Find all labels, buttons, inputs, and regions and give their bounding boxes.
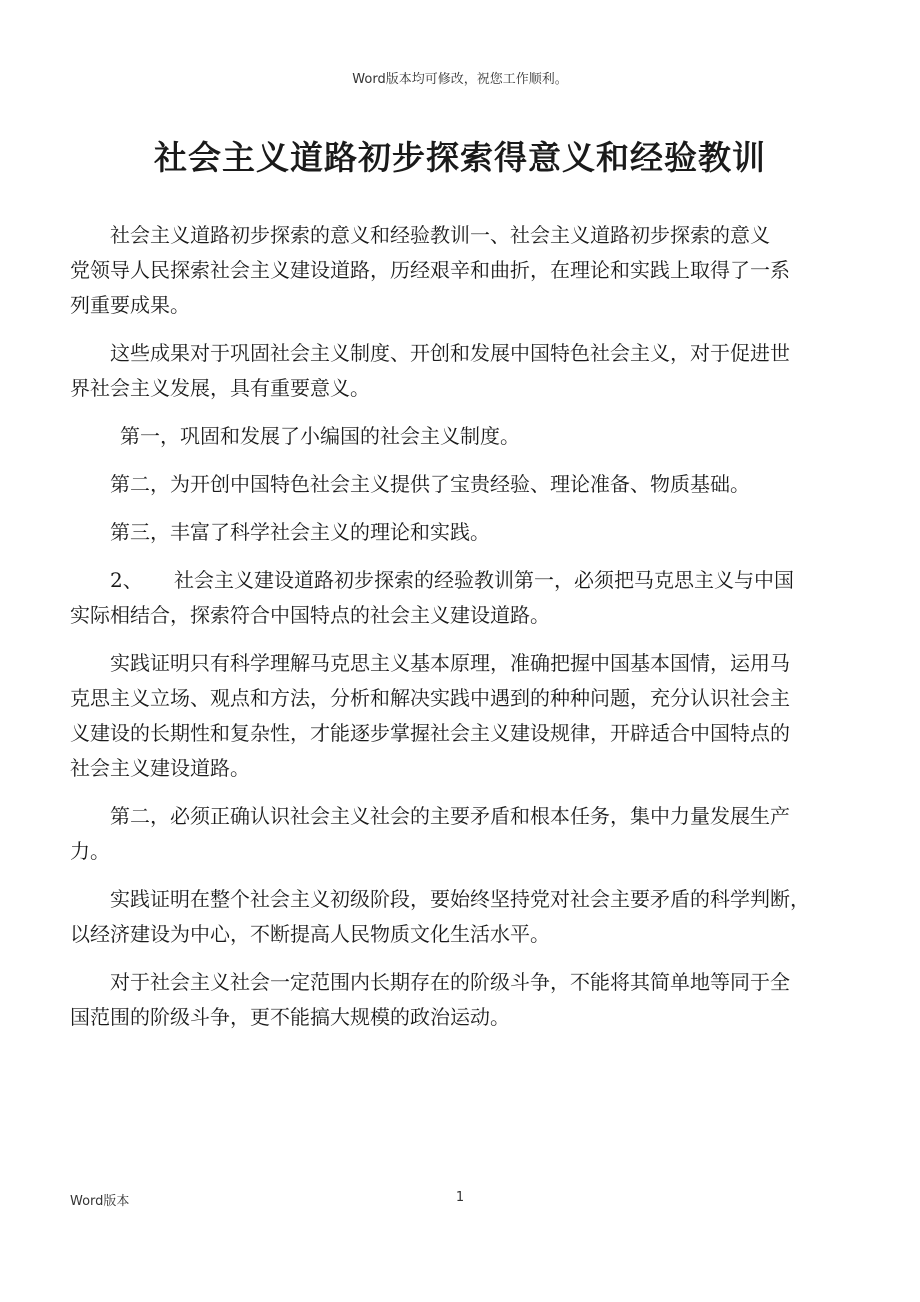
paragraph-line — [70, 563, 854, 598]
paragraph-line: 界社会主义发展，具有重要意义。 — [70, 376, 370, 400]
paragraph-6-numbered — [70, 563, 854, 633]
paragraph-9 — [70, 882, 854, 952]
paragraph-line: 实践证明在整个社会主义初级阶段，要始终坚持党对社会主要矛盾的科学判断， — [110, 887, 810, 911]
paragraph-line-text: 社会主义建设道路初步探索的经验教训第一，必须把马克思主义与中国 — [174, 568, 794, 592]
paragraph-2 — [70, 336, 854, 406]
paragraph-7 — [70, 646, 854, 786]
paragraph-line: 这些成果对于巩固社会主义制度、开创和发展中国特色社会主义，对于促进世 — [110, 341, 790, 365]
paragraph-5 — [70, 515, 854, 550]
paragraph-line: 国范围的阶级斗争，更不能搞大规模的政治运动。 — [70, 1005, 510, 1029]
page-number: 1 — [455, 1190, 465, 1205]
paragraph-line: 力。 — [70, 839, 110, 863]
paragraph-line: 实践证明只有科学理解马克思主义基本原理，准确把握中国基本国情，运用马 — [110, 651, 790, 675]
paragraph-line: 党领导人民探索社会主义建设道路，历经艰辛和曲折，在理论和实践上取得了一系 — [70, 258, 790, 282]
paragraph-line: 实际相结合，探索符合中国特点的社会主义建设道路。 — [70, 603, 550, 627]
document-title: 社会主义道路初步探索得意义和经验教训 — [154, 138, 766, 177]
paragraph-line: 对于社会主义社会一定范围内长期存在的阶级斗争，不能将其简单地等同于全 — [110, 970, 790, 994]
paragraph-line: 义建设的长期性和复杂性，才能逐步掌握社会主义建设规律，开辟适合中国特点的 — [70, 721, 790, 745]
paragraph-line: 社会主义道路初步探索的意义和经验教训一、社会主义道路初步探索的意义 — [110, 223, 770, 247]
paragraph-8 — [70, 799, 854, 869]
paragraph-3 — [70, 419, 854, 454]
footer-label: Word版本 — [70, 1194, 130, 1209]
paragraph-line: 第二，为开创中国特色社会主义提供了宝贵经验、理论准备、物质基础。 — [110, 472, 750, 496]
paragraph-line: 社会主义建设道路。 — [70, 756, 250, 780]
paragraph-1 — [70, 218, 854, 323]
paragraph-line: 列重要成果。 — [70, 293, 190, 317]
paragraph-line: 克思主义立场、观点和方法，分析和解决实践中遇到的种种问题，充分认识社会主 — [70, 686, 790, 710]
paragraph-line: 第二，必须正确认识社会主义社会的主要矛盾和根本任务，集中力量发展生产 — [110, 804, 790, 828]
paragraph-4 — [70, 467, 854, 502]
paragraph-10 — [70, 965, 854, 1035]
header-note: Word版本均可修改，祝您工作顺利。 — [352, 72, 568, 87]
list-number: 2、 — [110, 568, 143, 592]
paragraph-line: 第三，丰富了科学社会主义的理论和实践。 — [110, 520, 490, 544]
paragraph-line: 以经济建设为中心，不断提高人民物质文化生活水平。 — [70, 922, 550, 946]
document-body — [70, 218, 854, 1048]
paragraph-line: 第一，巩固和发展了小编国的社会主义制度。 — [120, 424, 520, 448]
